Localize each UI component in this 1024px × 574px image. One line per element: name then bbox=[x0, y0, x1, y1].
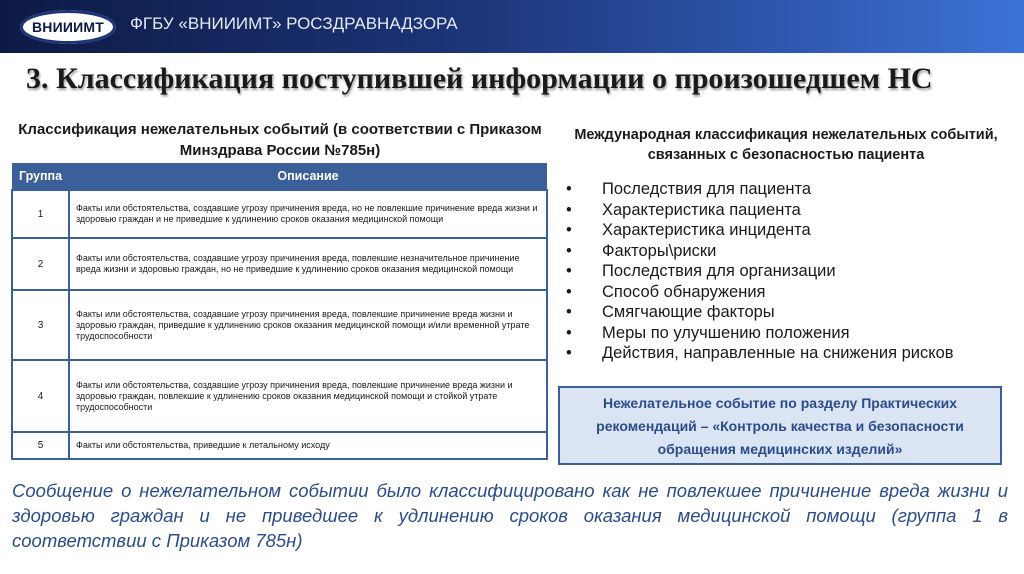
description-cell: Факты или обстоятельства, создавшие угрозу причинения вреда, повлекшие незначительное причинение вреда жизни и здоровью граждан, но не приведшие к удлинению сроков оказания медицинской помощи bbox=[69, 238, 547, 290]
column-header-group: Группа bbox=[12, 163, 69, 190]
list-item: • Последствия для организации bbox=[566, 261, 982, 282]
conclusion-text: Сообщение о нежелательном событии было классифицировано как не повлекшее причинение вреда жизни и здоровью граждан и не приведшее к удлинению сроков оказания медицинской помощи (группа 1 в соответствии с Приказом 785н) bbox=[12, 480, 1008, 551]
list-item: • Меры по улучшению положения bbox=[566, 323, 982, 344]
group-cell: 4 bbox=[12, 360, 69, 432]
group-cell: 1 bbox=[12, 190, 69, 238]
list-item: • Последствия для пациента bbox=[566, 179, 982, 200]
table-row bbox=[12, 432, 547, 459]
list-item: • Характеристика пациента bbox=[566, 200, 982, 221]
table-row bbox=[12, 238, 547, 290]
group-cell: 3 bbox=[12, 290, 69, 360]
group-cell: 5 bbox=[12, 432, 69, 459]
logo bbox=[20, 10, 116, 44]
organization-name: ФГБУ «ВНИИИМТ» РОСЗДРАВНАДЗОРА bbox=[130, 14, 458, 33]
table-row bbox=[12, 360, 547, 432]
description-cell: Факты или обстоятельства, создавшие угрозу причинения вреда, повлекшие причинение вреда жизни и здоровью граждан, повлекшие к удлинению сроков оказания медицинской помощи и стойкой утрате трудоспособности bbox=[69, 360, 547, 432]
table-header-row bbox=[12, 163, 547, 190]
column-header-description: Описание bbox=[69, 163, 547, 190]
description-cell: Факты или обстоятельства, создавшие угрозу причинения вреда, но не повлекшие причинение вреда жизни и здоровью граждан и не приведшие к удлинению сроков оказания медицинской помощи bbox=[69, 190, 547, 238]
list-item: • Действия, направленные на снижения рисков bbox=[566, 343, 982, 364]
table-row bbox=[12, 290, 547, 360]
recommendation-note: Нежелательное событие по разделу Практических рекомендаций – «Контроль качества и безопасности обращения медицинских изделий» bbox=[558, 386, 1002, 465]
list-item: • Характеристика инцидента bbox=[566, 220, 982, 241]
group-cell: 2 bbox=[12, 238, 69, 290]
classification-table bbox=[11, 163, 548, 460]
header-bar bbox=[0, 0, 1024, 53]
list-item: • Смягчающие факторы bbox=[566, 302, 982, 323]
description-cell: Факты или обстоятельства, создавшие угрозу причинения вреда, повлекшие причинение вреда жизни и здоровью граждан, приведшие к удлинению сроков оказания медицинской помощи и/или временной утрате трудоспособности bbox=[69, 290, 547, 360]
logo-text: ВНИИИМТ bbox=[31, 19, 105, 35]
description-cell: Факты или обстоятельства, приведшие к летальному исходу bbox=[69, 432, 547, 459]
left-caption: Классификация нежелательных событий (в соответствии с Приказом Минздрава России №785н) bbox=[18, 121, 542, 159]
slide-title: 3. Классификация поступившей информации о произошедшем НС bbox=[26, 62, 933, 95]
right-caption: Международная классификация нежелательных событий, связанных с безопасностью пациента bbox=[574, 127, 998, 163]
table-row bbox=[12, 190, 547, 238]
classification-list bbox=[566, 179, 982, 364]
list-item: • Факторы\риски bbox=[566, 241, 982, 262]
list-item: • Способ обнаружения bbox=[566, 282, 982, 303]
